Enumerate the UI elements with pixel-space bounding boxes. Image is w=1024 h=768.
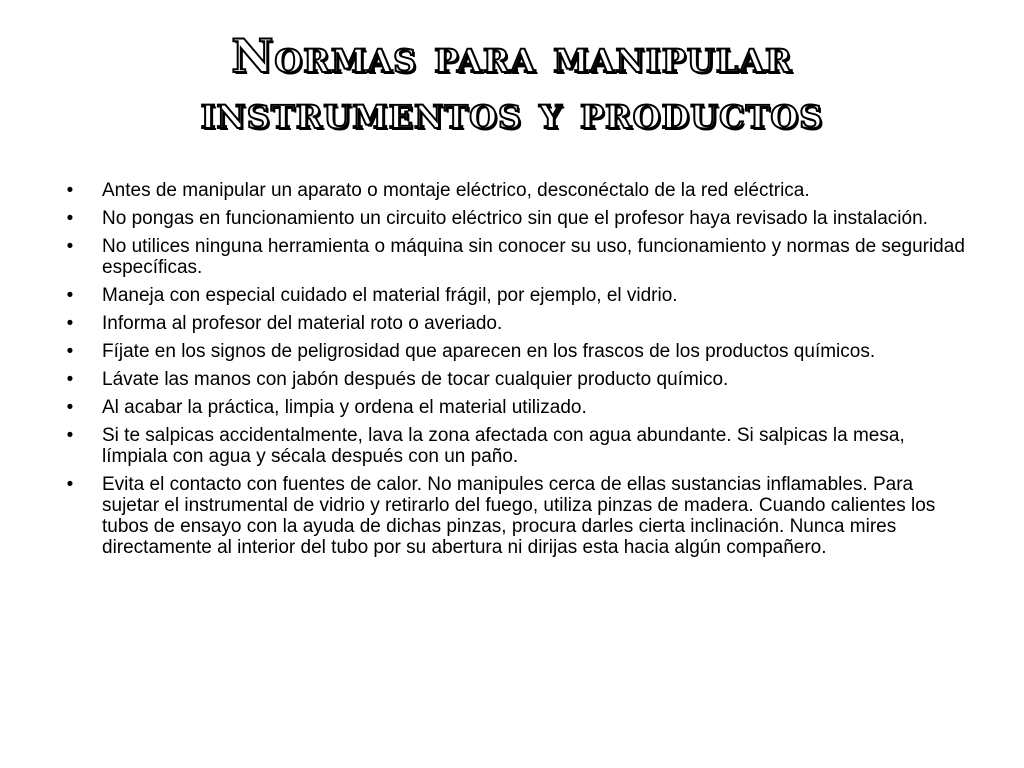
- bullet-icon: •: [66, 285, 74, 306]
- rule-text: Lávate las manos con jabón después de tocar cualquier producto químico.: [102, 369, 729, 390]
- rule-text: Maneja con especial cuidado el material frágil, por ejemplo, el vidrio.: [102, 285, 678, 306]
- bullet-icon: •: [66, 180, 74, 201]
- rule-text: Informa al profesor del material roto o averiado.: [102, 313, 503, 334]
- rules-list: [60, 180, 970, 565]
- bullet-icon: •: [66, 474, 74, 495]
- bullet-icon: •: [66, 341, 74, 362]
- bullet-icon: •: [66, 369, 74, 390]
- slide-title: [40, 28, 984, 140]
- bullet-icon: •: [66, 208, 74, 229]
- rule-text: Al acabar la práctica, limpia y ordena el material utilizado.: [102, 397, 587, 418]
- list-item: [60, 180, 970, 201]
- bullet-icon: •: [66, 425, 74, 446]
- list-item: [60, 313, 970, 334]
- rule-text: Fíjate en los signos de peligrosidad que aparecen en los frascos de los productos químicos.: [102, 341, 876, 362]
- list-item: [60, 341, 970, 362]
- rule-text: Si te salpicas accidentalmente, lava la zona afectada con agua abundante. Si salpicas la mesa, límpiala con agua y sécala después con un paño.: [102, 425, 905, 467]
- list-item: [60, 425, 970, 467]
- rule-text: Antes de manipular un aparato o montaje eléctrico, desconéctalo de la red eléctrica.: [102, 180, 810, 201]
- bullet-icon: •: [66, 236, 74, 257]
- bullet-icon: •: [66, 313, 74, 334]
- rule-text: No pongas en funcionamiento un circuito eléctrico sin que el profesor haya revisado la instalación.: [102, 208, 928, 229]
- slide-title-line-1: Normas para manipular: [231, 29, 793, 83]
- slide-title-line-2: instrumentos y productos: [200, 85, 824, 139]
- rule-text: No utilices ninguna herramienta o máquina sin conocer su uso, funcionamiento y normas de seguridad específicas.: [102, 236, 965, 278]
- list-item: [60, 369, 970, 390]
- rule-text: Evita el contacto con fuentes de calor. No manipules cerca de ellas sustancias inflamables. Para sujetar el instrumental de vidrio y retirarlo del fuego, utiliza pinzas de madera. Cuando calientes los tubos de ensayo con la ayuda de dichas pinzas, procura darles cierta inclinación. Nunca mires directamente al interior del tubo por su abertura ni dirijas esta hacia algún compañero.: [102, 474, 936, 558]
- list-item: [60, 397, 970, 418]
- list-item: [60, 474, 970, 558]
- list-item: [60, 236, 970, 278]
- bullet-icon: •: [66, 397, 74, 418]
- list-item: [60, 285, 970, 306]
- list-item: [60, 208, 970, 229]
